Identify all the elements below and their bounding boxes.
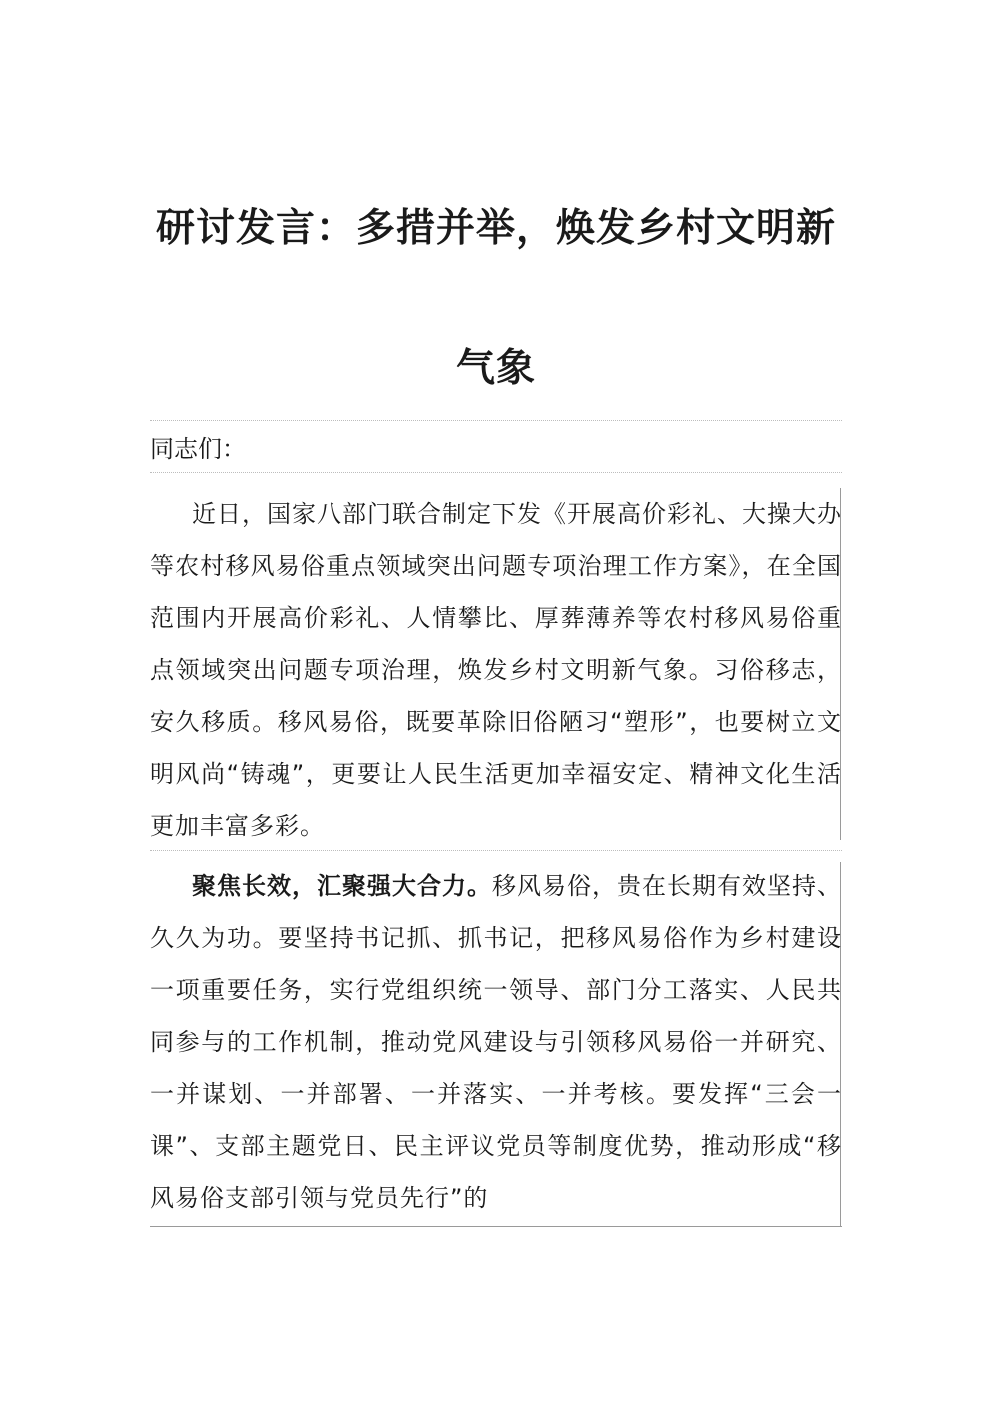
paragraph-lead: 聚焦长效，汇聚强大合力。 (192, 872, 492, 900)
divider-bottom (150, 1226, 842, 1227)
paragraph-text: 移风易俗，贵在长期有效坚持、久久为功。要坚持书记抓、抓书记，把移风易俗作为乡村建设一项重要任务，实行党组织统一领导、部门分工落实、人民共同参与的工作机制，推动党风建设与引领移风易俗一并研究、一并谋划、一并部署、一并落实、一并考核。要发挥“三会一课”、支部主题党日、民主评议党员等制度优势，推动形成“移风易俗支部引领与党员先行”的 (150, 872, 842, 1212)
divider-salutation (150, 472, 842, 473)
divider-top (150, 420, 842, 421)
paragraph-long-effect (150, 860, 842, 1224)
paragraph-text: 近日，国家八部门联合制定下发《开展高价彩礼、大操大办等农村移风易俗重点领域突出问题专项治理工作方案》，在全国范围内开展高价彩礼、人情攀比、厚葬薄养等农村移风易俗重点领域突出问题专项治理，焕发乡村文明新气象。习俗移志，安久移质。移风易俗，既要革除旧俗陋习“塑形”，也要树立文明风尚“铸魂”，更要让人民生活更加幸福安定、精神文化生活更加丰富多彩。 (150, 500, 842, 840)
divider-paragraph (150, 850, 842, 851)
document-title: 研讨发言：多措并举，焕发乡村文明新气象 (155, 205, 836, 391)
paragraph-intro (150, 488, 842, 852)
salutation: 同志们： (150, 435, 246, 463)
